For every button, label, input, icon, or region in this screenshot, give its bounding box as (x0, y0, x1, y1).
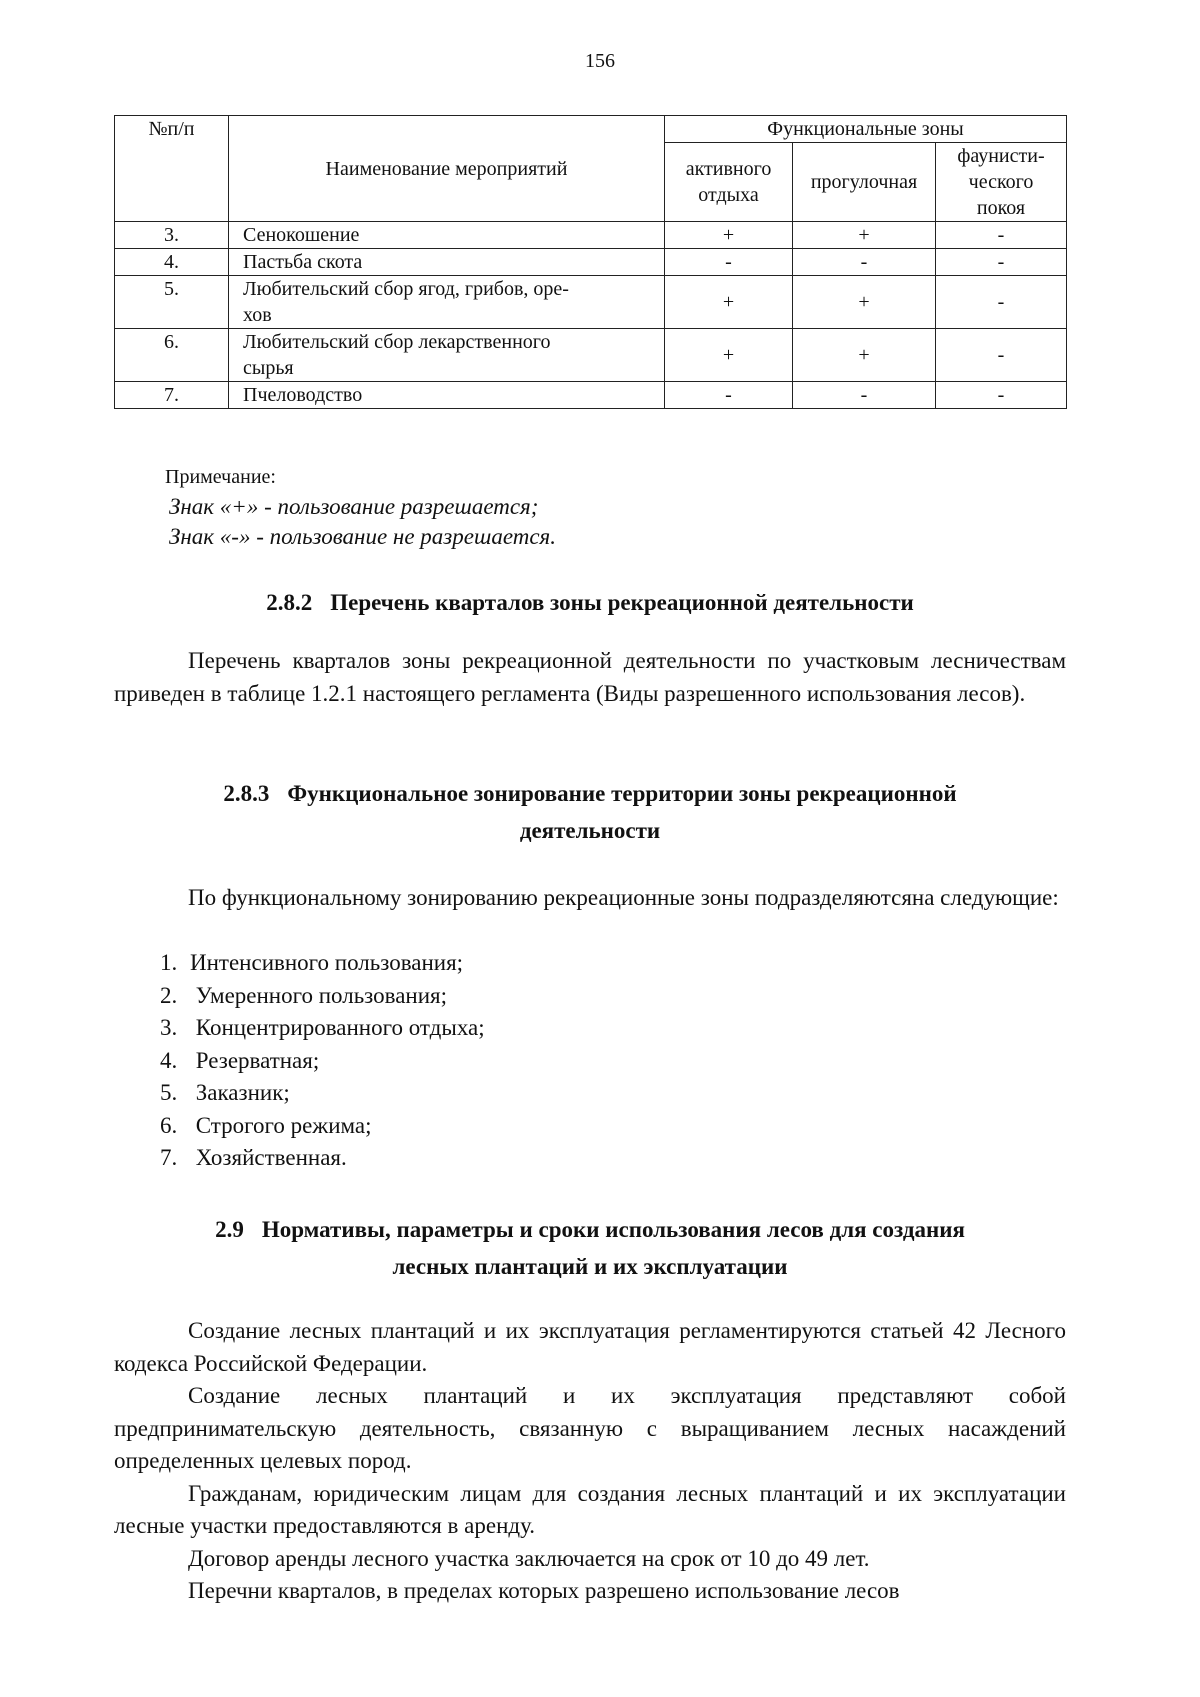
row-num: 5. (115, 276, 229, 329)
paragraph: Создание лесных плантаций и их эксплуатация представляют собой предпринимательскую деятельность, связанную с выращиванием лесных насаждений определенных целевых пород. (114, 1383, 1066, 1473)
paragraph: Перечни кварталов, в пределах которых разрешено использование лесов (188, 1578, 900, 1603)
row-name-line2: сырья (243, 357, 294, 379)
paragraph: Создание лесных плантаций и их эксплуатация регламентируются статьей 42 Лесного кодекса Российской Федерации. (114, 1318, 1066, 1376)
row-walking: + (793, 276, 936, 329)
table-row (115, 249, 1067, 276)
section-number: 2.9 (215, 1217, 244, 1242)
list-item: 2. Умеренного пользования; (160, 982, 447, 1008)
list-item: 5. Заказник; (160, 1080, 290, 1105)
section-paragraph (114, 882, 1066, 915)
header-walking: прогулочная (793, 143, 936, 222)
row-walking: - (793, 249, 936, 276)
row-active: + (665, 329, 793, 382)
paragraph: Договор аренды лесного участка заключается на срок от 10 до 49 лет. (188, 1545, 870, 1571)
paragraph: Перечень кварталов зоны рекреационной деятельности по участковым лесничествам приведен в таблице 1.2.1 настоящего регламента (Виды разрешенного использования лесов). (114, 648, 1066, 706)
zones-list (160, 947, 485, 1175)
section-number: 2.8.2 (266, 590, 313, 615)
section-heading-2-8-2 (114, 584, 1066, 621)
note-line-minus: Знак «-» - пользование не разрешается. (169, 524, 556, 549)
list-item: 4. Резерватная; (160, 1047, 320, 1073)
header-active-line1: активного (685, 158, 772, 180)
table-note (165, 462, 556, 552)
row-name (229, 276, 665, 329)
row-name: Пастьба скота (229, 249, 665, 276)
row-num: 6. (115, 329, 229, 382)
section-paragraph (114, 645, 1066, 710)
table-row (115, 222, 1067, 249)
section-title: Перечень кварталов зоны рекреационной деятельности (330, 590, 914, 615)
paragraph: По функциональному зонированию рекреационные зоны подразделяютсяна следующие: (188, 885, 1059, 910)
row-active: + (665, 222, 793, 249)
header-active-line2: отдыха (698, 184, 759, 206)
section-number: 2.8.3 (223, 781, 270, 806)
list-item: 7. Хозяйственная. (160, 1145, 347, 1170)
header-faun-line1: фаунисти- (957, 145, 1045, 167)
row-name-line2: хов (243, 304, 272, 326)
list-item: 3. Концентрированного отдыха; (160, 1015, 485, 1040)
row-faun: - (936, 249, 1067, 276)
page-number: 156 (585, 50, 615, 72)
header-faunistic (936, 143, 1067, 222)
row-active: - (665, 382, 793, 409)
row-faun: - (936, 382, 1067, 409)
row-name: Сенокошение (229, 222, 665, 249)
row-name-line1: Любительский сбор ягод, грибов, оре- (243, 278, 569, 300)
section-title-line1: Нормативы, параметры и сроки использования лесов для создания (261, 1217, 965, 1242)
table-row (115, 276, 1067, 329)
header-faun-line3: покоя (976, 197, 1026, 219)
row-num: 7. (115, 382, 229, 409)
header-name: Наименование мероприятий (229, 116, 665, 222)
section-title-line2: лесных плантаций и их эксплуатации (392, 1254, 788, 1279)
row-walking: + (793, 222, 936, 249)
row-faun: - (936, 329, 1067, 382)
note-label: Примечание: (165, 466, 276, 488)
row-num: 4. (115, 249, 229, 276)
section-title-line1: Функциональное зонирование территории зоны рекреационной (287, 781, 957, 806)
section-title-line2: деятельности (519, 818, 661, 843)
row-active: + (665, 276, 793, 329)
row-num: 3. (115, 222, 229, 249)
table-row (115, 329, 1067, 382)
row-name-line1: Любительский сбор лекарственного (243, 331, 551, 353)
row-walking: + (793, 329, 936, 382)
paragraph: Гражданам, юридическим лицам для создания лесных плантаций и их эксплуатации лесные участки предоставляются в аренду. (114, 1480, 1066, 1538)
list-item: 1. Интенсивного пользования; (160, 950, 464, 975)
section-heading-2-9 (114, 1211, 1066, 1285)
row-name (229, 329, 665, 382)
note-line-plus: Знак «+» - пользование разрешается; (169, 494, 539, 519)
table-row (115, 382, 1067, 409)
section-paragraphs (114, 1315, 1066, 1608)
header-zones: Функциональные зоны (665, 116, 1067, 143)
header-active (665, 143, 793, 222)
row-faun: - (936, 222, 1067, 249)
list-item: 6. Строгого режима; (160, 1112, 372, 1138)
row-name: Пчеловодство (229, 382, 665, 409)
section-heading-2-8-3 (114, 775, 1066, 849)
header-faun-line2: ческого (968, 171, 1034, 193)
row-active: - (665, 249, 793, 276)
measures-table (114, 115, 1067, 409)
row-faun: - (936, 276, 1067, 329)
row-walking: - (793, 382, 936, 409)
header-num: №п/п (115, 116, 229, 222)
